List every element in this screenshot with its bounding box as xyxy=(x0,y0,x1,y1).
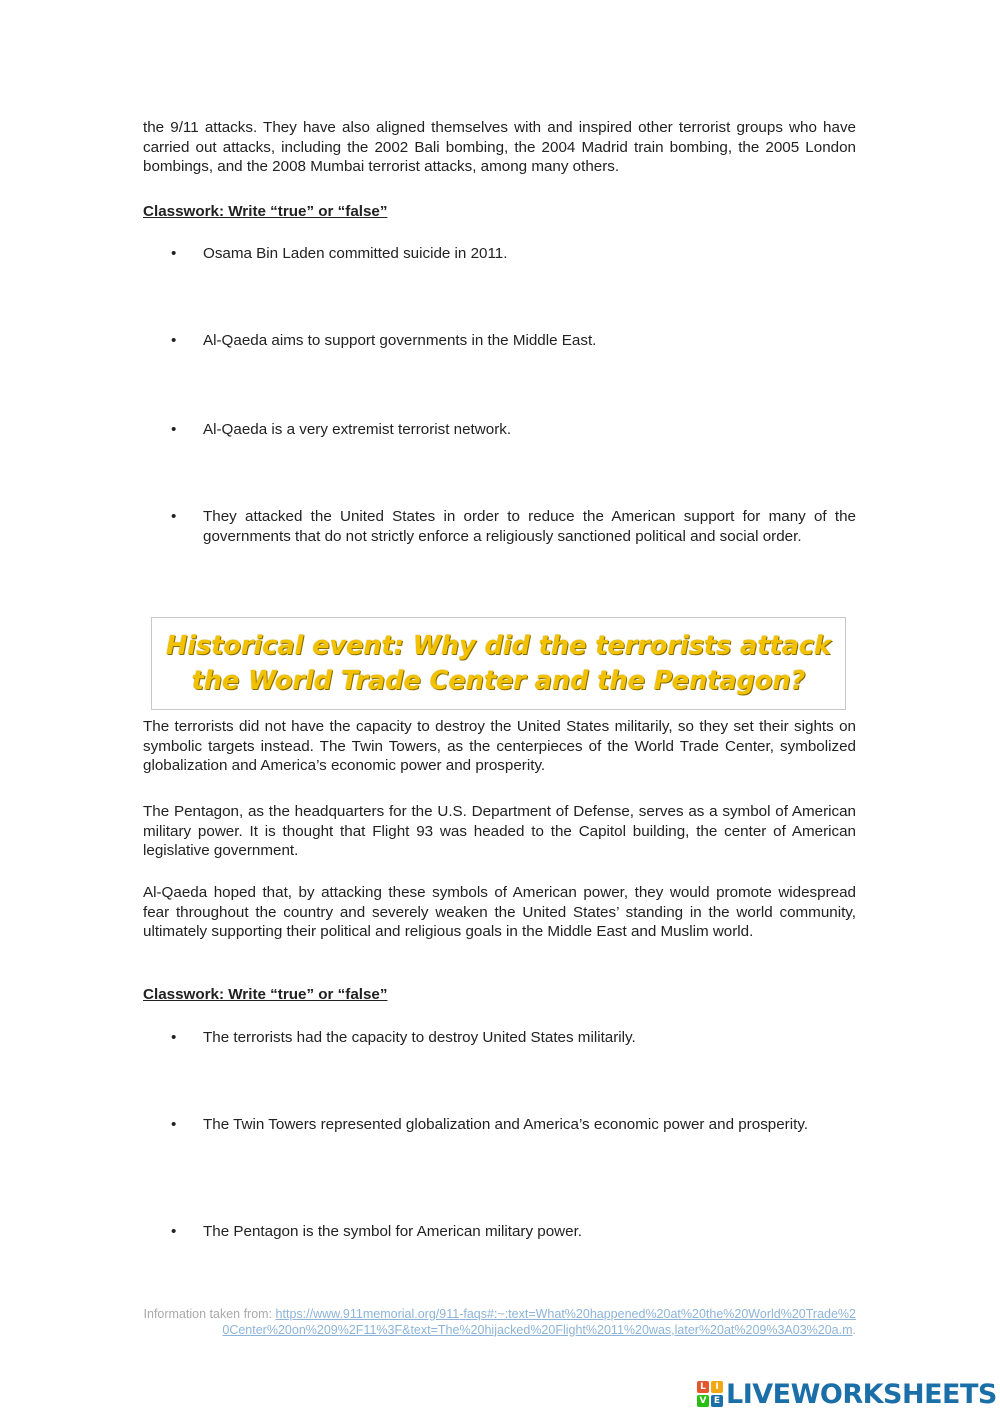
bullet-icon: • xyxy=(171,332,177,349)
classwork-heading-1: Classwork: Write “true” or “false” xyxy=(143,203,388,220)
statement-text: The Twin Towers represented globalization and America’s economic power and prosperity. xyxy=(203,1116,809,1133)
logo-letter-l: L xyxy=(697,1381,709,1393)
list-item xyxy=(171,507,856,546)
statement-text: Al-Qaeda is a very extremist terrorist network. xyxy=(203,421,512,438)
list-item xyxy=(171,331,856,351)
intro-paragraph: the 9/11 attacks. They have also aligned themselves with and inspired other terrorist groups who have carried out attacks, including the 2002 Bali bombing, the 2004 Madrid train bombing, the 2005 London bombings, and the 2008 Mumbai terrorist attacks, among many others. xyxy=(143,119,856,175)
logo-letter-v: V xyxy=(697,1395,709,1407)
bullet-icon: • xyxy=(171,1029,177,1046)
statement-text: The Pentagon is the symbol for American military power. xyxy=(203,1223,583,1240)
logo-mark-icon xyxy=(697,1381,723,1407)
bullet-icon: • xyxy=(171,421,177,438)
paragraph-targets: The terrorists did not have the capacity to destroy the United States militarily, so they set their sights on symbolic targets instead. The Twin Towers, as the centerpieces of the World Trade Center, symbolized globalization and America’s economic power and prosperity. xyxy=(143,718,856,774)
logo-text: LIVEWORKSHEETS xyxy=(726,1378,997,1410)
bullet-icon: • xyxy=(171,1223,177,1240)
statement-text: They attacked the United States in order to reduce the American support for many of the governments that do not strictly enforce a religiously sanctioned political and social order. xyxy=(203,508,856,545)
paragraph-goals: Al-Qaeda hoped that, by attacking these symbols of American power, they would promote widespread fear throughout the country and severely weaken the United States’ standing in the world community, ultimately supporting their political and religious goals in the Middle East and Muslim world. xyxy=(143,884,856,940)
bullet-icon: • xyxy=(171,508,177,525)
bullet-icon: • xyxy=(171,1116,177,1133)
statement-text: Al-Qaeda aims to support governments in the Middle East. xyxy=(203,332,597,349)
section-title-line-2: the World Trade Center and the Pentagon? xyxy=(191,665,806,696)
classwork-heading-2: Classwork: Write “true” or “false” xyxy=(143,986,388,1003)
list-item xyxy=(171,1222,856,1242)
list-item xyxy=(171,420,856,440)
source-citation xyxy=(143,1307,856,1338)
statement-text: Osama Bin Laden committed suicide in 2011. xyxy=(203,245,508,262)
logo-letter-e: E xyxy=(711,1395,723,1407)
list-item xyxy=(171,244,856,264)
section-title-box xyxy=(151,617,846,710)
section-title-line-1: Historical event: Why did the terrorists attack xyxy=(165,630,832,661)
source-link[interactable]: https://www.911memorial.org/911-faqs#:~:text=What%20happened%20at%20the%20World%20Trade%20Center%20on%209%2F11%3F&text=The%20hijacked%20Flight%2011%20was,later%20at%209%3A03%20a.m xyxy=(222,1307,856,1337)
source-prefix: Information taken from: xyxy=(143,1307,276,1321)
bullet-icon: • xyxy=(171,245,177,262)
liveworksheets-logo[interactable] xyxy=(697,1378,997,1410)
list-item xyxy=(171,1028,856,1048)
paragraph-pentagon: The Pentagon, as the headquarters for the U.S. Department of Defense, serves as a symbol of American military power. It is thought that Flight 93 was headed to the Capitol building, the center of American legislative government. xyxy=(143,803,856,859)
statement-text: The terrorists had the capacity to destroy United States militarily. xyxy=(203,1029,636,1046)
list-item xyxy=(171,1115,856,1135)
logo-letter-i: I xyxy=(711,1381,723,1393)
source-suffix: . xyxy=(852,1322,856,1337)
